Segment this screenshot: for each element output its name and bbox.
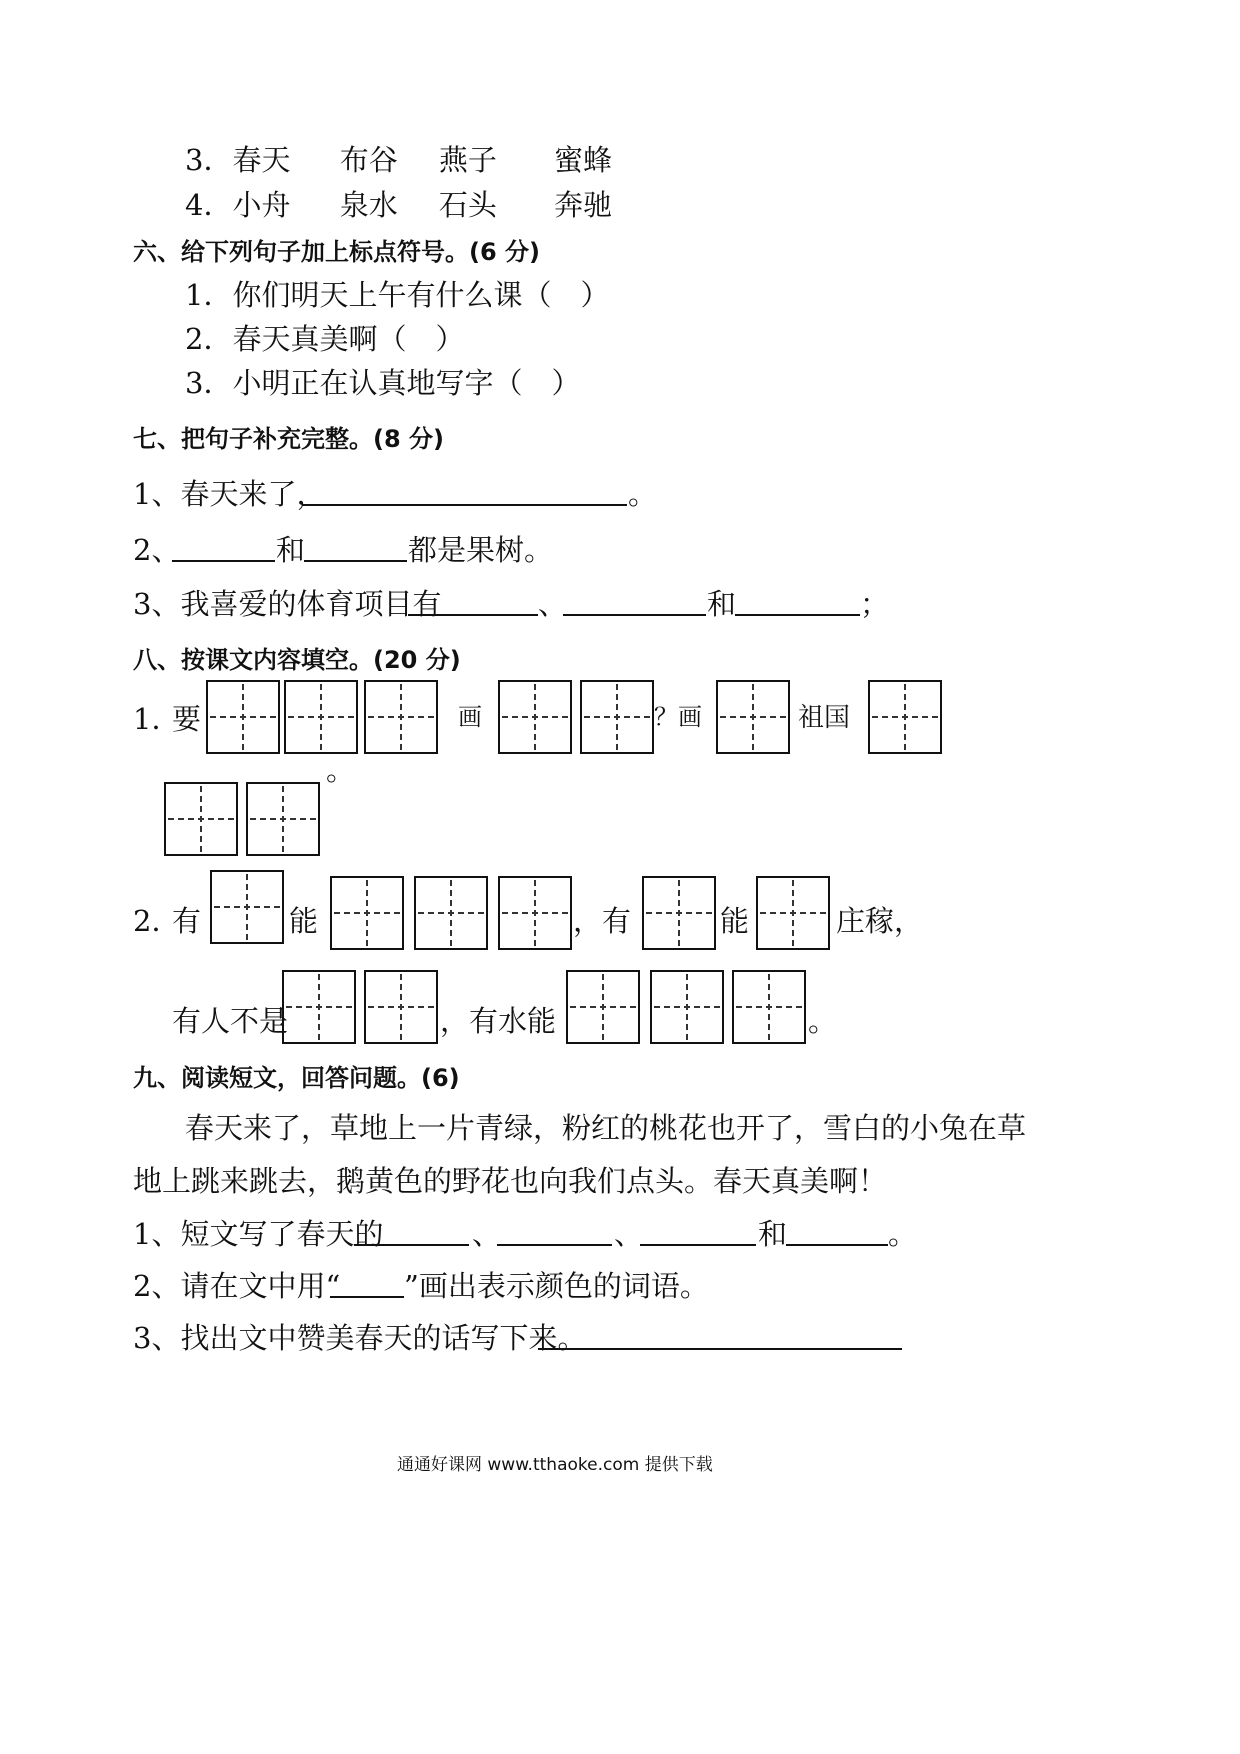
q9-1-sep3: 和 (758, 1217, 788, 1251)
tian-grid-box[interactable] (868, 680, 942, 754)
word-row-3: 3．春天 布谷 燕子 蜜蜂 (185, 143, 613, 177)
q8-2-text-4: 能 (720, 904, 750, 938)
q8-2-text-5: 庄稼， (836, 904, 924, 938)
word: 奔驰 (554, 188, 613, 222)
q8-2-text-8: 。 (808, 1004, 838, 1038)
q8-2-text-1: 有 (172, 904, 202, 938)
tian-grid-box[interactable] (566, 970, 640, 1044)
reading-passage-line-2: 地上跳来跳去，鹅黄色的野花也向我们点头。春天真美啊！ (133, 1164, 888, 1198)
section-8-heading: 八、按课文内容填空。(20 分) (133, 646, 461, 674)
section-7-heading: 七、把句子补充完整。(8 分) (133, 425, 444, 453)
page-footer: 通通好课网 www.tthaoke.com 提供下载 (397, 1455, 713, 1475)
q9-2-suffix: ”画出表示颜色的词语。 (404, 1269, 709, 1303)
q8-1-num: 1． (133, 702, 181, 736)
q9-1-blank-4[interactable] (786, 1244, 888, 1246)
section-9-heading: 九、阅读短文，回答问题。(6) (133, 1064, 460, 1092)
q8-2-text-7: ，有水能 (440, 1004, 557, 1038)
q7-3-blank-1[interactable] (408, 614, 538, 616)
tian-grid-box[interactable] (498, 680, 572, 754)
word-row-4: 4．小舟 泉水 石头 奔驰 (185, 188, 613, 222)
q7-3-sep1: 、 (538, 587, 568, 621)
tian-grid-box[interactable] (210, 870, 284, 944)
reading-passage-line-1: 春天来了，草地上一片青绿，粉红的桃花也开了，雪白的小兔在草 (185, 1111, 1027, 1145)
tian-grid-box[interactable] (364, 680, 438, 754)
tian-grid-box[interactable] (246, 782, 320, 856)
q8-2-num: 2． (133, 904, 181, 938)
q8-1-text-4: 祖国 (798, 703, 851, 733)
q7-2-blank-1[interactable] (172, 560, 275, 562)
q7-2-mid: 和 (276, 533, 306, 567)
punctuation-item-2: 2．春天真美啊（ ） (185, 322, 465, 356)
q7-3-suffix: ； (860, 587, 890, 621)
tian-grid-box[interactable] (716, 680, 790, 754)
word: 春天 (232, 143, 291, 177)
tian-grid-box[interactable] (206, 680, 280, 754)
q7-2-prefix: 2、 (133, 533, 181, 567)
tian-grid-box[interactable] (580, 680, 654, 754)
q7-3-sep2: 和 (707, 587, 737, 621)
punctuation-item-3: 3．小明正在认真地写字（ ） (185, 366, 581, 400)
tian-grid-box[interactable] (330, 876, 404, 950)
q7-2-blank-2[interactable] (304, 560, 407, 562)
tian-grid-box[interactable] (414, 876, 488, 950)
tian-grid-box[interactable] (364, 970, 438, 1044)
tian-grid-box[interactable] (282, 970, 356, 1044)
section-6-heading: 六、给下列句子加上标点符号。(6 分) (133, 238, 540, 266)
word: 石头 (438, 188, 497, 222)
q9-2-prefix: 2、请在文中用“ (133, 1269, 341, 1303)
q9-1-blank-2[interactable] (497, 1244, 612, 1246)
q8-2-text-2: 能 (289, 904, 319, 938)
punctuation-item-1: 1．你们明天上午有什么课（ ） (185, 278, 610, 312)
q9-1-sep2: 、 (614, 1217, 644, 1251)
word: 燕子 (438, 143, 497, 177)
q7-1-suffix: 。 (628, 477, 658, 511)
q8-2-text-3: ，有 (573, 904, 632, 938)
q9-1-blank-3[interactable] (640, 1244, 756, 1246)
q8-1-text-1: 要 (172, 702, 202, 736)
word: 小舟 (232, 188, 291, 222)
q7-1-prefix: 1、春天来了， (133, 477, 326, 511)
q7-3-blank-2[interactable] (563, 614, 706, 616)
word: 蜜蜂 (554, 143, 613, 177)
q8-2-text-6: 有人不是 (172, 1004, 289, 1038)
tian-grid-box[interactable] (650, 970, 724, 1044)
q9-3-prefix: 3、找出文中赞美春天的话写下来。 (133, 1321, 587, 1355)
word: 泉水 (339, 188, 398, 222)
q9-1-blank-1[interactable] (354, 1244, 469, 1246)
tian-grid-box[interactable] (642, 876, 716, 950)
tian-grid-box[interactable] (284, 680, 358, 754)
tian-grid-box[interactable] (164, 782, 238, 856)
tian-grid-box[interactable] (732, 970, 806, 1044)
word: 布谷 (339, 143, 398, 177)
q9-1-sep1: 、 (472, 1217, 502, 1251)
q9-1-prefix: 1、短文写了春天的 (133, 1217, 384, 1251)
q9-3-blank[interactable] (538, 1348, 902, 1350)
tian-grid-box[interactable] (756, 876, 830, 950)
q7-2-suffix: 都是果树。 (408, 533, 554, 567)
q8-1-text-5: 。 (326, 753, 356, 787)
q7-3-blank-3[interactable] (735, 614, 860, 616)
q9-1-suffix: 。 (888, 1217, 918, 1251)
q9-2-blank[interactable] (330, 1296, 404, 1298)
q7-3-prefix: 3、我喜爱的体育项目有 (133, 587, 442, 621)
tian-grid-box[interactable] (498, 876, 572, 950)
q8-1-text-3: ？画 (654, 703, 702, 731)
q7-1-blank[interactable] (302, 504, 627, 506)
q8-1-text-2: 画 (458, 703, 482, 731)
